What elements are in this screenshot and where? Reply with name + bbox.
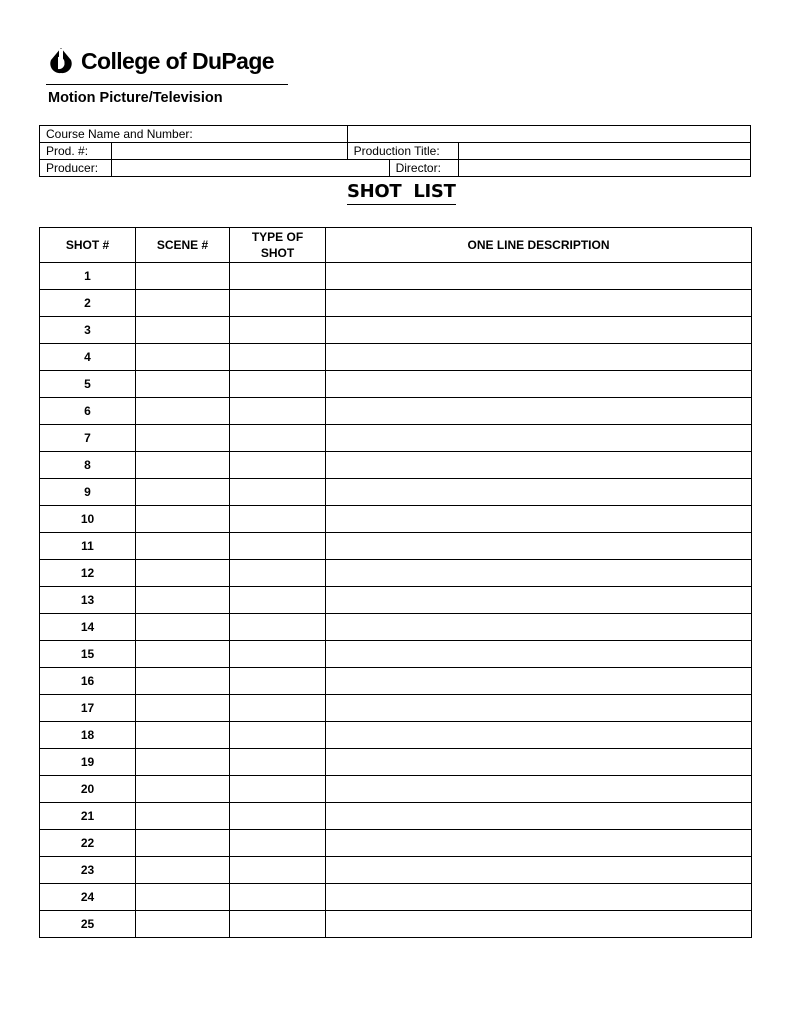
col-type-of-shot <box>230 228 326 263</box>
shot-number: 20 <box>40 776 136 803</box>
prod-number-field[interactable] <box>111 143 347 160</box>
description-cell[interactable] <box>326 695 752 722</box>
course-row <box>40 126 751 143</box>
shot-list-header <box>40 228 752 263</box>
table-row <box>40 830 752 857</box>
shot-number: 23 <box>40 857 136 884</box>
producer-field[interactable] <box>111 160 389 177</box>
scene-number-cell[interactable] <box>136 695 230 722</box>
scene-number-cell[interactable] <box>136 398 230 425</box>
shot-number: 6 <box>40 398 136 425</box>
type-of-shot-cell[interactable] <box>230 614 326 641</box>
logo-divider <box>46 84 288 85</box>
course-label: Course Name and Number: <box>40 126 348 143</box>
table-row <box>40 857 752 884</box>
type-of-shot-cell[interactable] <box>230 668 326 695</box>
type-of-shot-cell[interactable] <box>230 560 326 587</box>
table-row <box>40 749 752 776</box>
col-type-line2: SHOT <box>260 246 295 260</box>
description-cell[interactable] <box>326 398 752 425</box>
table-row <box>40 722 752 749</box>
page-title: SHOT LIST <box>347 181 456 205</box>
description-cell[interactable] <box>326 344 752 371</box>
description-cell[interactable] <box>326 722 752 749</box>
type-of-shot-cell[interactable] <box>230 317 326 344</box>
scene-number-cell[interactable] <box>136 884 230 911</box>
scene-number-cell[interactable] <box>136 317 230 344</box>
scene-number-cell[interactable] <box>136 668 230 695</box>
table-row <box>40 371 752 398</box>
course-field[interactable] <box>347 126 750 143</box>
description-cell[interactable] <box>326 587 752 614</box>
producer-row <box>40 160 751 177</box>
shot-number: 1 <box>40 263 136 290</box>
description-cell[interactable] <box>326 506 752 533</box>
scene-number-cell[interactable] <box>136 533 230 560</box>
production-title-field[interactable] <box>458 143 750 160</box>
prod-row <box>40 143 751 160</box>
table-row <box>40 533 752 560</box>
table-row <box>40 398 752 425</box>
table-row <box>40 560 752 587</box>
type-of-shot-cell[interactable] <box>230 722 326 749</box>
scene-number-cell[interactable] <box>136 641 230 668</box>
type-of-shot-cell[interactable] <box>230 533 326 560</box>
prod-number-label: Prod. #: <box>40 143 112 160</box>
shot-number: 9 <box>40 479 136 506</box>
table-row <box>40 425 752 452</box>
director-field[interactable] <box>458 160 750 177</box>
table-row <box>40 290 752 317</box>
col-type-line1: TYPE OF <box>251 230 304 244</box>
scene-number-cell[interactable] <box>136 803 230 830</box>
table-row <box>40 614 752 641</box>
type-of-shot-cell[interactable] <box>230 398 326 425</box>
shot-number: 10 <box>40 506 136 533</box>
type-of-shot-cell[interactable] <box>230 695 326 722</box>
scene-number-cell[interactable] <box>136 506 230 533</box>
type-of-shot-cell[interactable] <box>230 911 326 938</box>
table-row <box>40 641 752 668</box>
scene-number-cell[interactable] <box>136 749 230 776</box>
table-row <box>40 587 752 614</box>
scene-number-cell[interactable] <box>136 614 230 641</box>
scene-number-cell[interactable] <box>136 587 230 614</box>
description-cell[interactable] <box>326 776 752 803</box>
type-of-shot-cell[interactable] <box>230 857 326 884</box>
director-label: Director: <box>389 160 458 177</box>
table-row <box>40 506 752 533</box>
shot-number: 11 <box>40 533 136 560</box>
type-of-shot-cell[interactable] <box>230 263 326 290</box>
shot-number: 18 <box>40 722 136 749</box>
shot-list-table <box>39 227 752 938</box>
producer-label: Producer: <box>40 160 112 177</box>
production-info-table <box>39 125 751 177</box>
scene-number-cell[interactable] <box>136 425 230 452</box>
description-cell[interactable] <box>326 884 752 911</box>
shot-number: 4 <box>40 344 136 371</box>
table-row <box>40 317 752 344</box>
scene-number-cell[interactable] <box>136 344 230 371</box>
type-of-shot-cell[interactable] <box>230 452 326 479</box>
table-row <box>40 911 752 938</box>
scene-number-cell[interactable] <box>136 722 230 749</box>
college-logo-icon <box>46 46 76 76</box>
scene-number-cell[interactable] <box>136 830 230 857</box>
scene-number-cell[interactable] <box>136 911 230 938</box>
shot-number: 12 <box>40 560 136 587</box>
table-row <box>40 695 752 722</box>
description-cell[interactable] <box>326 290 752 317</box>
shot-number: 7 <box>40 425 136 452</box>
scene-number-cell[interactable] <box>136 776 230 803</box>
description-cell[interactable] <box>326 803 752 830</box>
col-shot-number: SHOT # <box>40 228 136 263</box>
scene-number-cell[interactable] <box>136 560 230 587</box>
shot-number: 16 <box>40 668 136 695</box>
description-cell[interactable] <box>326 668 752 695</box>
shot-number: 5 <box>40 371 136 398</box>
table-row <box>40 479 752 506</box>
type-of-shot-cell[interactable] <box>230 830 326 857</box>
description-cell[interactable] <box>326 425 752 452</box>
type-of-shot-cell[interactable] <box>230 506 326 533</box>
shot-number: 22 <box>40 830 136 857</box>
description-cell[interactable] <box>326 371 752 398</box>
type-of-shot-cell[interactable] <box>230 776 326 803</box>
department-name: Motion Picture/Television <box>48 90 223 106</box>
description-cell[interactable] <box>326 560 752 587</box>
col-description: ONE LINE DESCRIPTION <box>326 228 752 263</box>
shot-number: 17 <box>40 695 136 722</box>
production-title-label: Production Title: <box>347 143 458 160</box>
type-of-shot-cell[interactable] <box>230 344 326 371</box>
shot-number: 25 <box>40 911 136 938</box>
type-of-shot-cell[interactable] <box>230 290 326 317</box>
shot-number: 14 <box>40 614 136 641</box>
description-cell[interactable] <box>326 533 752 560</box>
shot-number: 8 <box>40 452 136 479</box>
table-row <box>40 344 752 371</box>
shot-number: 21 <box>40 803 136 830</box>
table-row <box>40 884 752 911</box>
type-of-shot-cell[interactable] <box>230 371 326 398</box>
scene-number-cell[interactable] <box>136 857 230 884</box>
scene-number-cell[interactable] <box>136 290 230 317</box>
table-row <box>40 263 752 290</box>
type-of-shot-cell[interactable] <box>230 641 326 668</box>
description-cell[interactable] <box>326 479 752 506</box>
type-of-shot-cell[interactable] <box>230 803 326 830</box>
table-row <box>40 803 752 830</box>
description-cell[interactable] <box>326 641 752 668</box>
shot-number: 3 <box>40 317 136 344</box>
shot-number: 2 <box>40 290 136 317</box>
table-row <box>40 452 752 479</box>
table-row <box>40 668 752 695</box>
description-cell[interactable] <box>326 614 752 641</box>
college-logo <box>46 46 274 76</box>
scene-number-cell[interactable] <box>136 263 230 290</box>
table-row <box>40 776 752 803</box>
shot-number: 24 <box>40 884 136 911</box>
col-scene-number: SCENE # <box>136 228 230 263</box>
type-of-shot-cell[interactable] <box>230 479 326 506</box>
shot-number: 15 <box>40 641 136 668</box>
description-cell[interactable] <box>326 911 752 938</box>
description-cell[interactable] <box>326 857 752 884</box>
shot-number: 19 <box>40 749 136 776</box>
description-cell[interactable] <box>326 317 752 344</box>
type-of-shot-cell[interactable] <box>230 749 326 776</box>
scene-number-cell[interactable] <box>136 371 230 398</box>
description-cell[interactable] <box>326 452 752 479</box>
shot-number: 13 <box>40 587 136 614</box>
scene-number-cell[interactable] <box>136 479 230 506</box>
description-cell[interactable] <box>326 830 752 857</box>
description-cell[interactable] <box>326 263 752 290</box>
college-name: College of DuPage <box>81 47 274 74</box>
type-of-shot-cell[interactable] <box>230 884 326 911</box>
description-cell[interactable] <box>326 749 752 776</box>
scene-number-cell[interactable] <box>136 452 230 479</box>
type-of-shot-cell[interactable] <box>230 587 326 614</box>
type-of-shot-cell[interactable] <box>230 425 326 452</box>
